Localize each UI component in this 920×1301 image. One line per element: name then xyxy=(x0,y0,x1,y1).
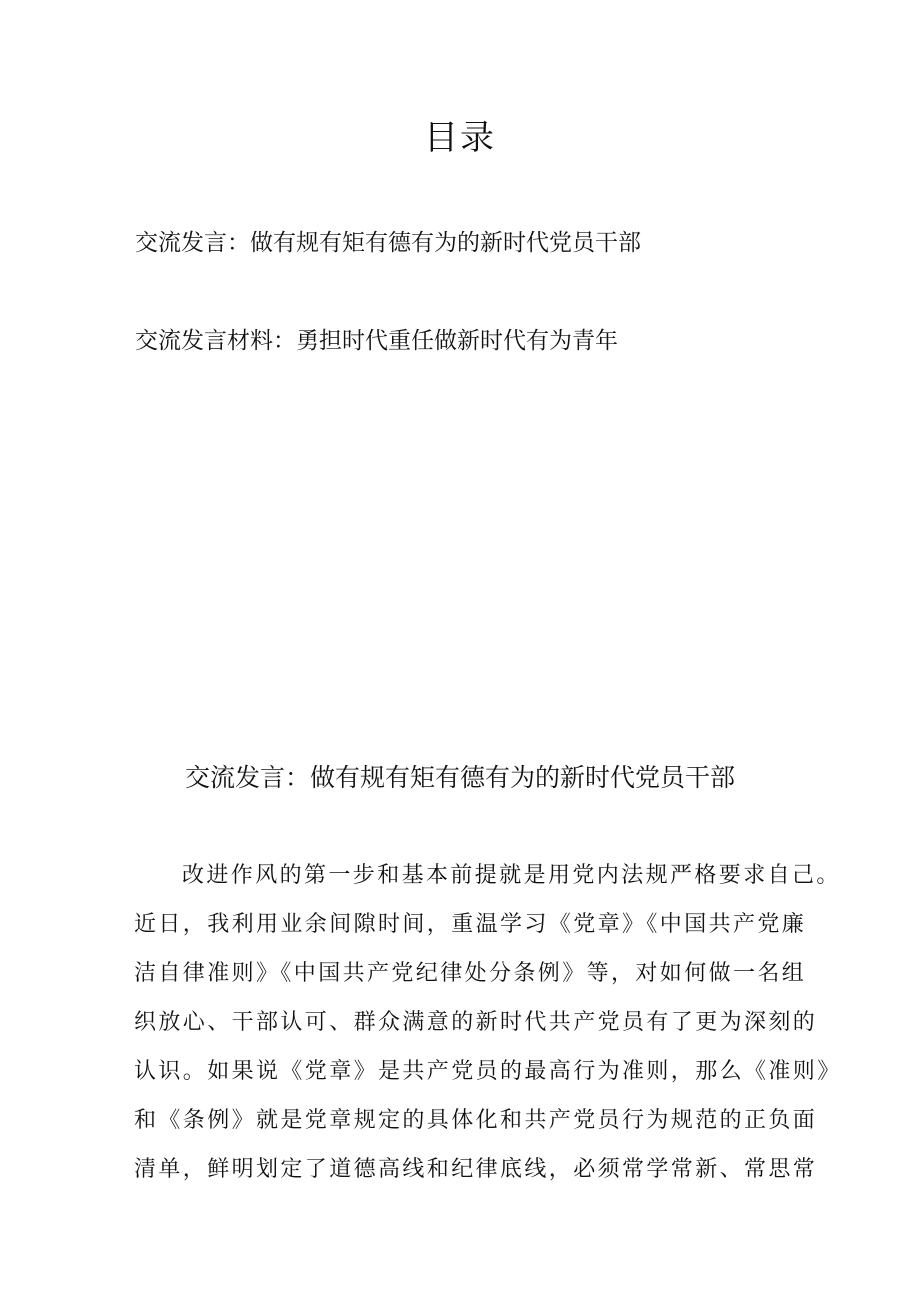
body-line: 和《条例》就是党章规定的具体化和共产党员行为规范的正负面 xyxy=(134,1108,818,1133)
body-line: 洁自律准则》《中国共产党纪律处分条例》等，对如何做一名组 xyxy=(134,961,807,986)
body-line: 认识。如果说《党章》是共产党员的最高行为准则，那么《准则》 xyxy=(134,1059,842,1084)
article-title: 交流发言：做有规有矩有德有为的新时代党员干部 xyxy=(184,763,735,792)
body-line: 织放心、干部认可、群众满意的新时代共产党员有了更为深刻的 xyxy=(134,1010,818,1035)
toc-entry[interactable]: 交流发言：做有规有矩有德有为的新时代党员干部 xyxy=(135,230,641,256)
body-line: 改进作风的第一步和基本前提就是用党内法规严格要求自己。 xyxy=(182,863,841,888)
toc-entry[interactable]: 交流发言材料：勇担时代重任做新时代有为青年 xyxy=(135,328,618,354)
body-line: 清单，鲜明划定了道德高线和纪律底线，必须常学常新、常思常 xyxy=(134,1157,818,1182)
article-body xyxy=(134,851,842,1194)
body-line: 近日，我利用业余间隙时间，重温学习《党章》《中国共产党廉 xyxy=(134,912,807,937)
toc-title: 目录 xyxy=(424,118,496,158)
